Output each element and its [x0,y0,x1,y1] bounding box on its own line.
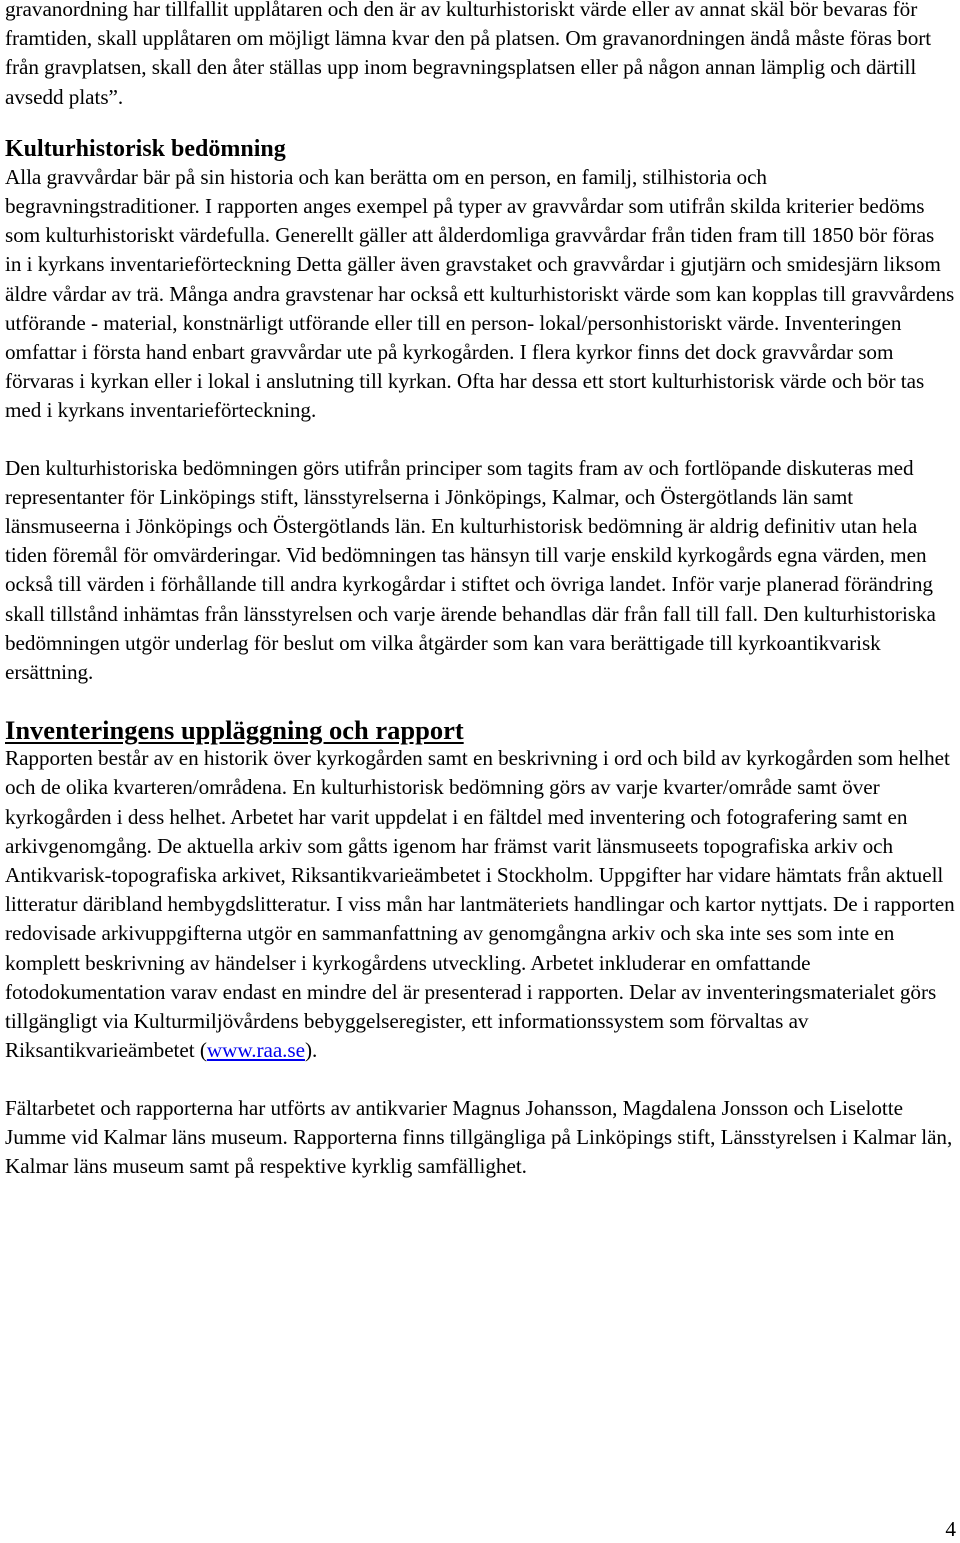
section-heading-kulturhistorisk: Kulturhistorisk bedömning [5,135,286,162]
raa-website-link[interactable]: www.raa.se [206,1038,305,1063]
intro-paragraph: gravanordning har tillfallit upplåtaren och den är av kulturhistoriskt värde eller av annat skäl bör bevaras för framtiden, skall upplåtaren om möjligt lämna kvar den på platsen. Om gravanordningen ändå måste föras bort från gravplatsen, skall den åter ställas upp inom begravningsplatsen eller på någon annan lämplig och därtill avsedd plats”. [5,0,932,109]
page-number: 4 [945,1517,956,1541]
inventering-paragraph-1 [5,744,955,1065]
document-page [5,0,955,1181]
kulturhistorisk-paragraph-1: Alla gravvårdar bär på sin historia och kan berätta om en person, en familj, stilhistoria och begravningstraditioner. I rapporten anges exempel på typer av gravvårdar som utifrån skilda kriterier bedöms som kulturhistoriskt värdefulla. Generellt gäller att ålderdomliga gravvårdar från tiden fram till 1850 bör föras in i kyrkans inventarieförteckning Detta gäller även gravstaket och gravvårdar i gjutjärn och smidesjärn liksom äldre vårdar av trä. Många andra gravstenar har också ett kulturhistoriskt värde som kan kopplas till gravvårdens utförande - material, konstnärligt utförande eller till en person- lokal/personhistoriskt värde. Inventeringen omfattar i första hand enbart gravvårdar ute på kyrkogården. I flera kyrkor finns det dock gravvårdar som förvaras i kyrkan eller i lokal i anslutning till kyrkan. Ofta har dessa ett stort kulturhistorisk värde och bör tas med i kyrkans inventarieförteckning. [5,164,955,423]
section-heading-inventering: Inventeringens uppläggning och rapport [5,715,464,746]
kulturhistorisk-paragraph-2: Den kulturhistoriska bedömningen görs utifrån principer som tagits fram av och fortlöpande diskuteras med representanter för Linköpings stift, länsstyrelserna i Jönköpings, Kalmar, och Östergötlands län samt länsmuseerna i Jönköpings och Östergötlands län. En kulturhistorisk bedömning är aldrig definitiv utan hela tiden föremål för omvärderingar. Vid bedömningen tas hänsyn till varje enskild kyrkogårds egna värden, men också till värden i förhållande till andra kyrkogårdar i stiftet och övriga landet. Inför varje planerad förändring skall tillstånd inhämtas från länsstyrelsen och varje ärende behandlas där från fall till fall. Den kulturhistoriska bedömningen utgör underlag för beslut om vilka åtgärder som kan vara berättigade till kyrkoantikvarisk ersättning. [5,455,936,685]
inventering-paragraph-1-end: ). [304,1038,318,1063]
inventering-paragraph-2: Fältarbetet och rapporterna har utförts av antikvarier Magnus Johansson, Magdalena Jonsson och Liselotte Jumme vid Kalmar läns museum. Rapporterna finns tillgängliga på Linköpings stift, Länsstyrelsen i Kalmar län, Kalmar läns museum samt på respektive kyrklig samfällighet. [5,1095,953,1178]
inventering-paragraph-1-text: Rapporten består av en historik över kyrkogården samt en beskrivning i ord och bild av kyrkogården som helhet och de olika kvarteren/områdena. En kulturhistorisk bedömning görs av varje kvarter/område samt över kyrkogården i dess helhet. Arbetet har varit uppdelat i en fältdel med inventering och fotografering samt en arkivgenomgång. De aktuella arkiv som gåtts igenom har främst varit länsmuseets topografiska arkiv och Antikvarisk-topografiska arkivet, Riksantikvarieämbetet i Stockholm. Uppgifter har vidare hämtats från aktuell litteratur däribland hembygdslitteratur. I viss mån har lantmäteriets handlingar och kartor nyttjats. De i rapporten redovisade arkivuppgifterna utgör en sammanfattning av genomgångna arkiv och ska inte ses som inte en komplett beskrivning av händelser i kyrkogårdens utveckling. Arbetet inkluderar en omfattande fotodokumentation varav endast en mindre del är presenterad i rapporten. Delar av inventeringsmaterialet görs tillgängligt via Kulturmiljövårdens bebyggelseregister, ett informationssystem som förvaltas av Riksantikvarieämbetet ( [5,746,955,1063]
